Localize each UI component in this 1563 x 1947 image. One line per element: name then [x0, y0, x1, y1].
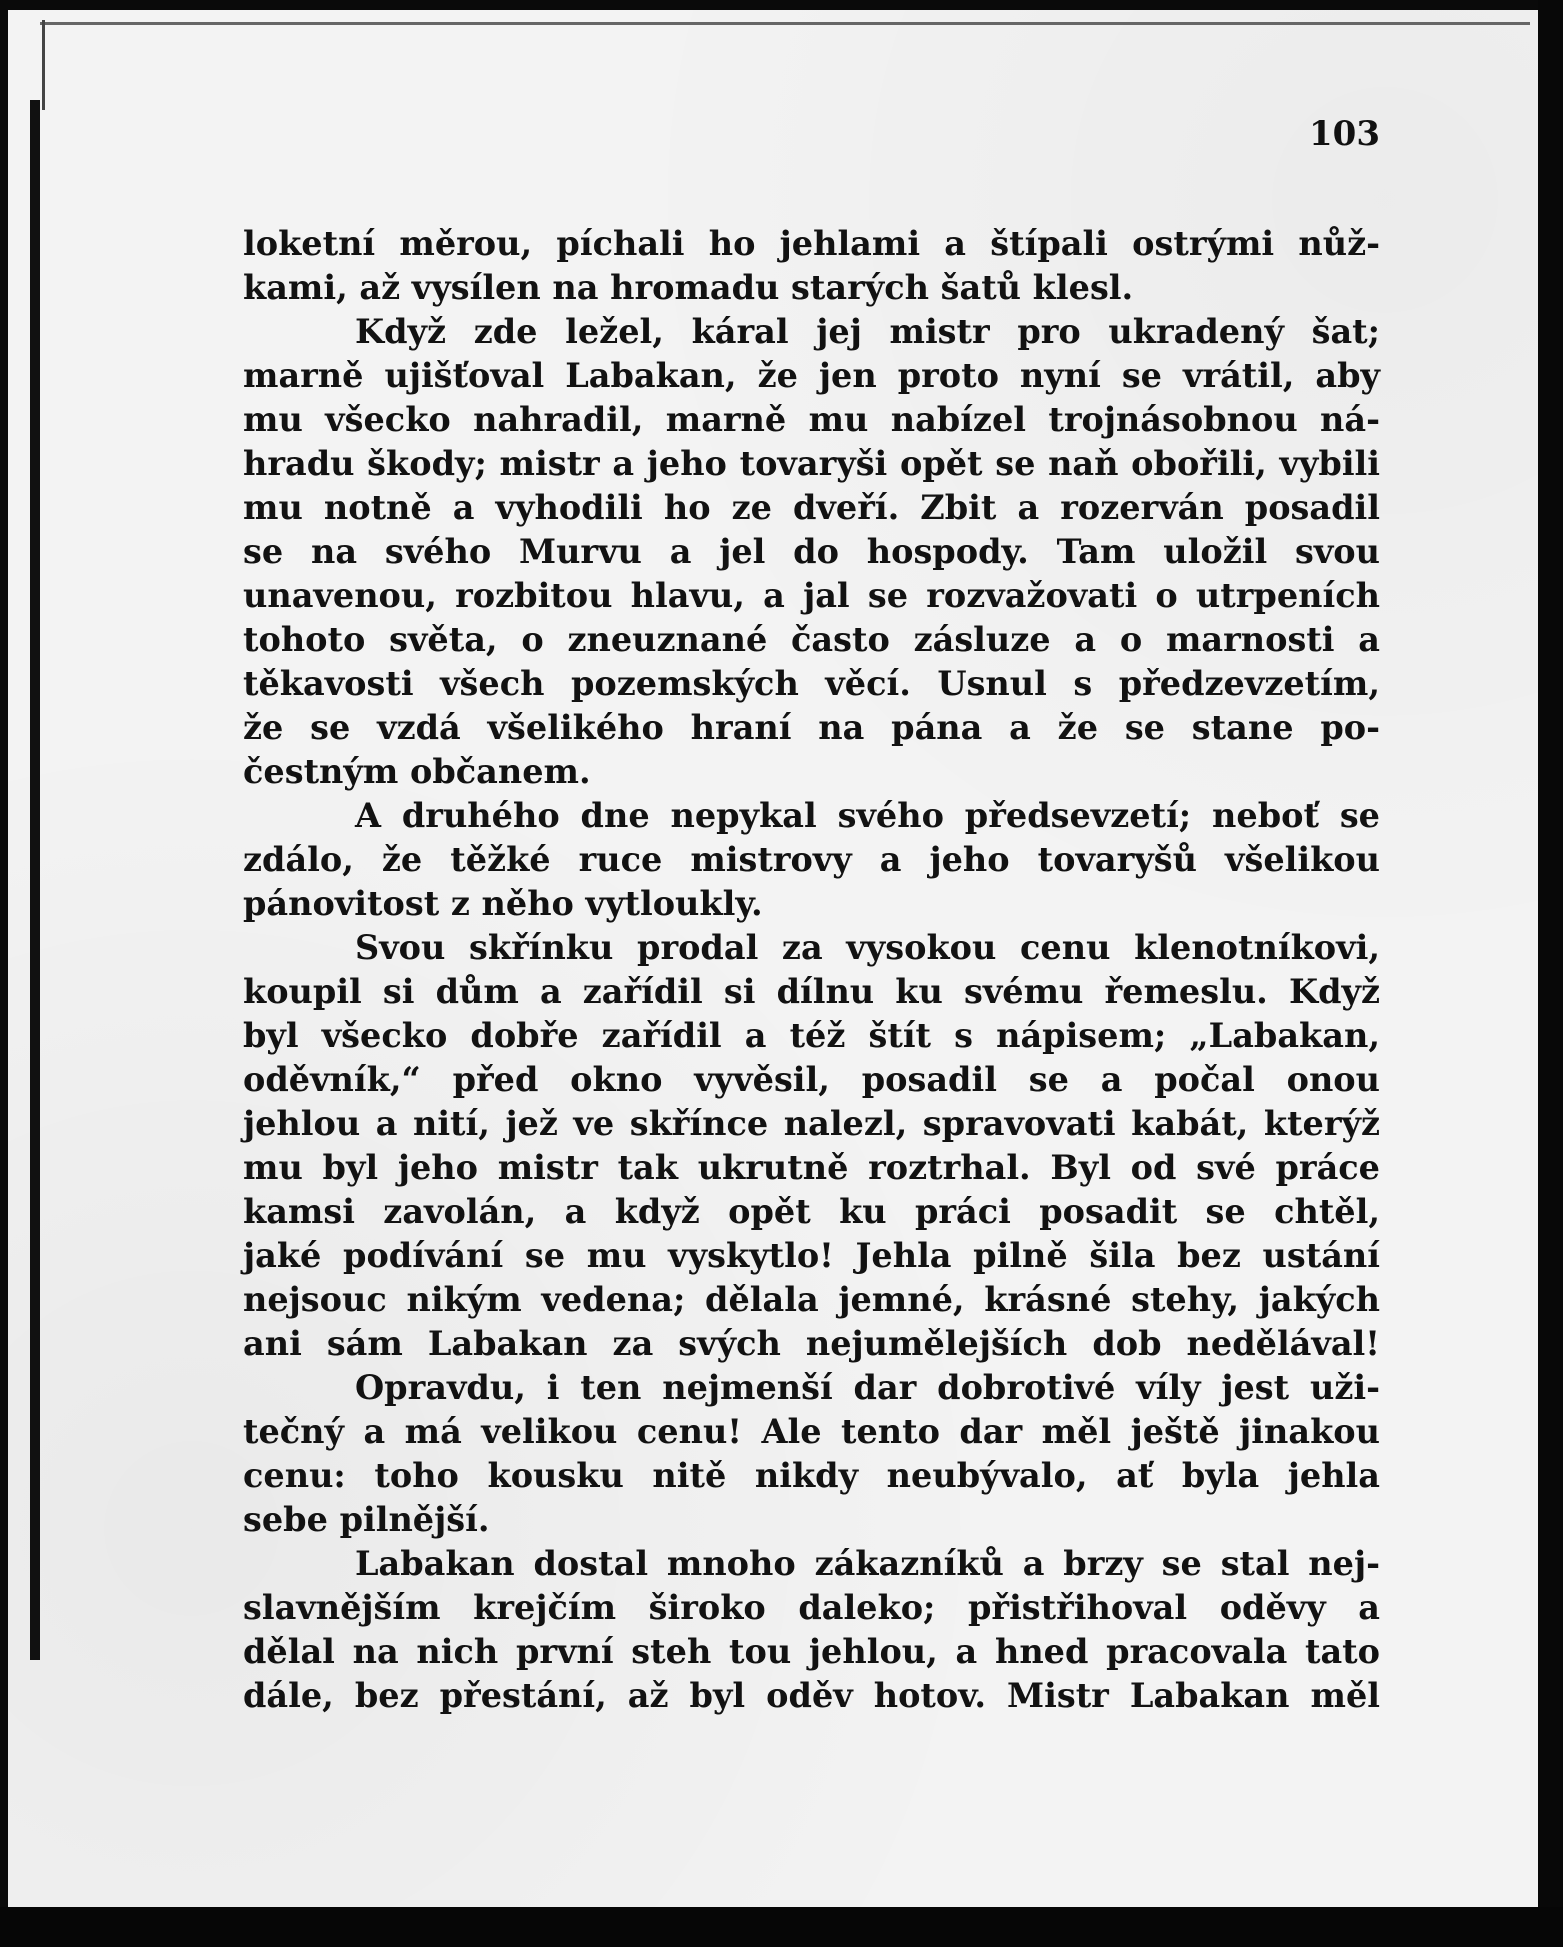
text-line: čestným občanem. [243, 752, 591, 791]
text-line: tečný a má velikou cenu! Ale tento dar měl ještě jinakou [243, 1412, 1380, 1451]
text-line: oděvník,“ před okno vyvěsil, posadil se a počal onou [243, 1060, 1380, 1099]
text-line: Labakan dostal mnoho zákazníků a brzy se stal nej- [355, 1544, 1380, 1583]
text-line: jehlou a nití, jež ve skřínce nalezl, spravovati kabát, kterýž [243, 1104, 1380, 1143]
text-line: Když zde ležel, káral jej mistr pro ukradený šat; [355, 312, 1380, 351]
text-line: nejsouc nikým vedena; dělala jemné, krásné stehy, jakých [243, 1280, 1380, 1319]
text-line: sebe pilnější. [243, 1500, 490, 1539]
text-line: tohoto světa, o zneuznané často zásluze a o marnosti a [243, 620, 1380, 659]
text-line: Svou skřínku prodal za vysokou cenu klenotníkovi, [355, 928, 1380, 967]
text-line: mu byl jeho mistr tak ukrutně roztrhal. Byl od své práce [243, 1148, 1380, 1187]
text-line: A druhého dne nepykal svého předsevzetí; neboť se [355, 796, 1380, 835]
text-line: koupil si dům a zařídil si dílnu ku svému řemeslu. Když [243, 972, 1380, 1011]
text-line: že se vzdá všelikého hraní na pána a že se stane po- [243, 708, 1380, 747]
text-line: zdálo, že těžké ruce mistrovy a jeho tovaryšů všelikou [243, 840, 1380, 879]
text-line: mu všecko nahradil, marně mu nabízel trojnásobnou ná- [243, 400, 1380, 439]
book-spine-shadow [30, 100, 40, 1660]
page-bottom-border [0, 1907, 1563, 1947]
text-line: cenu: toho kousku nitě nikdy neubývalo, ať byla jehla [243, 1456, 1380, 1495]
text-line: Opravdu, i ten nejmenší dar dobrotivé víly jest uži- [355, 1368, 1380, 1407]
page-right-border [1538, 0, 1563, 1947]
text-line: loketní měrou, píchali ho jehlami a štípali ostrými nůž- [243, 224, 1380, 263]
text-line: těkavosti všech pozemských věcí. Usnul s předzevzetím, [243, 664, 1380, 703]
text-line: marně ujišťoval Labakan, že jen proto nyní se vrátil, aby [243, 356, 1380, 395]
text-line: mu notně a vyhodili ho ze dveří. Zbit a rozerván posadil [243, 488, 1380, 527]
body-text [243, 222, 1380, 1718]
text-line: slavnějším krejčím široko daleko; přistřihoval oděvy a [243, 1588, 1380, 1627]
text-line: ani sám Labakan za svých nejumělejších dob nedělával! [243, 1324, 1380, 1363]
text-line: hradu škody; mistr a jeho tovaryši opět se naň obořili, vybili [243, 444, 1380, 483]
text-line: jaké podívání se mu vyskytlo! Jehla pilně šila bez ustání [243, 1236, 1380, 1275]
page-top-edge [40, 22, 1530, 25]
text-line: unavenou, rozbitou hlavu, a jal se rozvažovati o utrpeních [243, 576, 1380, 615]
text-line: se na svého Murvu a jel do hospody. Tam uložil svou [243, 532, 1380, 571]
text-line: byl všecko dobře zařídil a též štít s nápisem; „Labakan, [243, 1016, 1380, 1055]
page-left-edge-top [42, 20, 45, 110]
text-line: dále, bez přestání, až byl oděv hotov. Mistr Labakan měl [243, 1676, 1380, 1715]
page-number: 103 [1309, 114, 1380, 154]
text-line: pánovitost z něho vytloukly. [243, 884, 763, 923]
text-line: kami, až vysílen na hromadu starých šatů klesl. [243, 268, 1134, 307]
text-line: dělal na nich první steh tou jehlou, a hned pracovala tato [243, 1632, 1380, 1671]
text-line: kamsi zavolán, a když opět ku práci posadit se chtěl, [243, 1192, 1380, 1231]
